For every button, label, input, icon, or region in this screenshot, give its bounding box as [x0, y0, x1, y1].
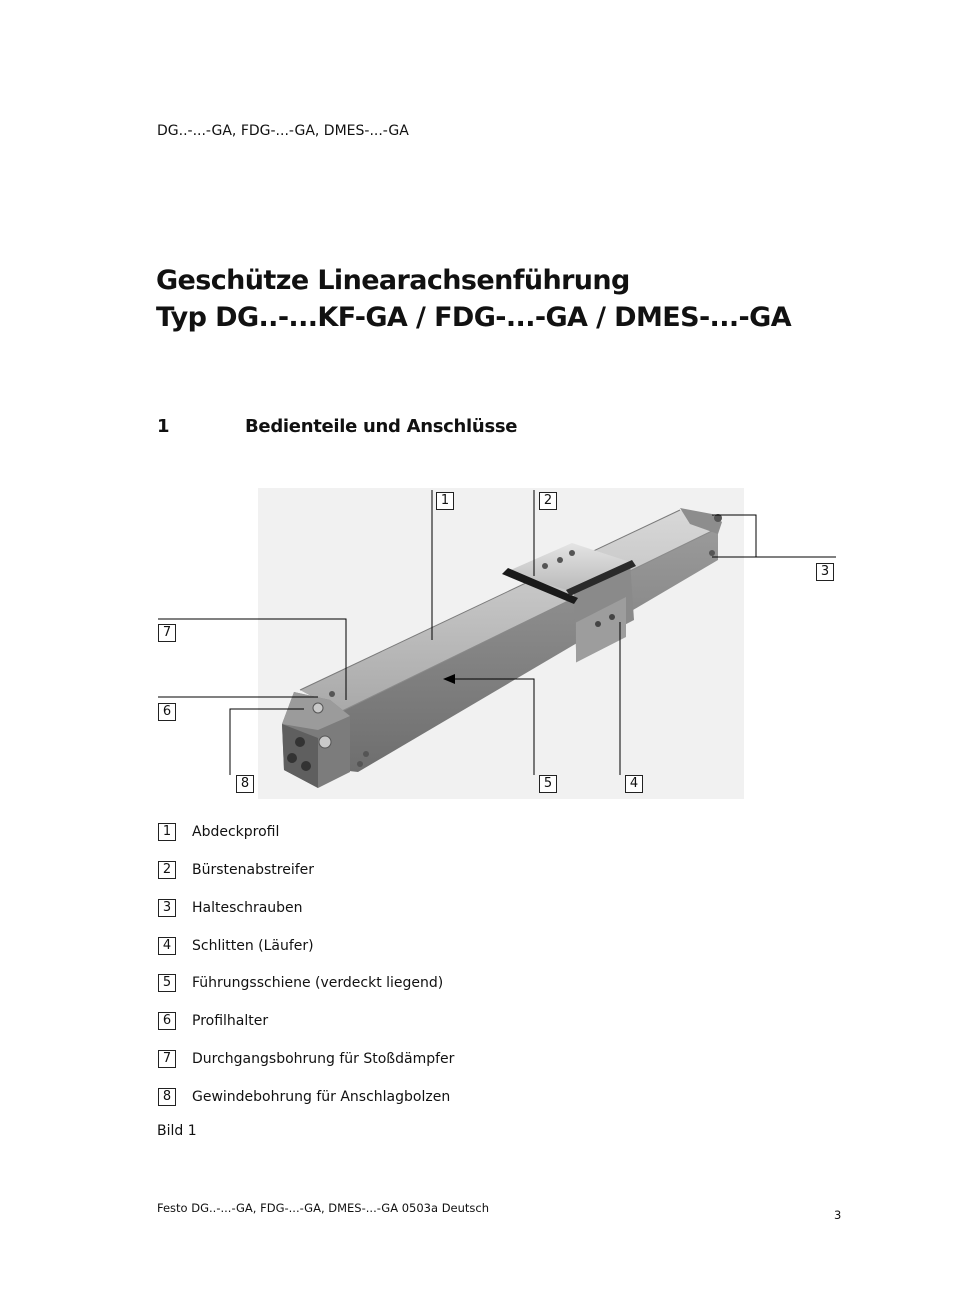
legend-item [158, 823, 279, 841]
legend-text: Profilhalter [192, 1013, 269, 1029]
legend-item [158, 861, 314, 879]
callout-1: 1 [436, 492, 454, 510]
callout-6: 6 [158, 703, 176, 721]
legend-text: Bürstenabstreifer [192, 862, 315, 878]
legend-number: 4 [158, 937, 176, 955]
legend-number: 3 [158, 899, 176, 917]
legend-number: 6 [158, 1012, 176, 1030]
page-footer: Festo DG..-...-GA, FDG-...-GA, DMES-...-GA 0503a Deutsch [157, 1201, 490, 1215]
legend-item [158, 899, 303, 917]
legend-item [158, 1088, 450, 1106]
callout-3: 3 [816, 563, 834, 581]
legend-item [158, 937, 314, 955]
callout-8: 8 [236, 775, 254, 793]
running-header: DG..-...-GA, FDG-...-GA, DMES-...-GA [157, 123, 409, 139]
legend-number: 7 [158, 1050, 176, 1068]
legend-text: Halteschrauben [192, 900, 303, 916]
legend-text: Führungsschiene (verdeckt liegend) [192, 975, 444, 991]
callout-7: 7 [158, 624, 176, 642]
legend-text: Durchgangsbohrung für Stoßdämpfer [192, 1051, 455, 1067]
legend-number: 2 [158, 861, 176, 879]
legend-item [158, 1050, 454, 1068]
callout-2: 2 [539, 492, 557, 510]
legend-text: Schlitten (Läufer) [192, 938, 314, 954]
legend-item [158, 1012, 268, 1030]
callout-4: 4 [625, 775, 643, 793]
legend-text: Abdeckprofil [192, 824, 280, 840]
legend-number: 8 [158, 1088, 176, 1106]
legend-number: 1 [158, 823, 176, 841]
section-title: Bedienteile und Anschlüsse [245, 416, 518, 437]
title-line-2: Typ DG..-...KF-GA / FDG-...-GA / DMES-...-GA [156, 302, 791, 333]
legend-item [158, 974, 443, 992]
title-line-1: Geschütze Linearachsenführung [156, 265, 630, 296]
figure-caption: Bild 1 [157, 1123, 197, 1139]
callout-5: 5 [539, 775, 557, 793]
legend-text: Gewindebohrung für Anschlagbolzen [192, 1089, 451, 1105]
section-number: 1 [157, 416, 170, 437]
page-number: 3 [834, 1208, 842, 1222]
legend-number: 5 [158, 974, 176, 992]
